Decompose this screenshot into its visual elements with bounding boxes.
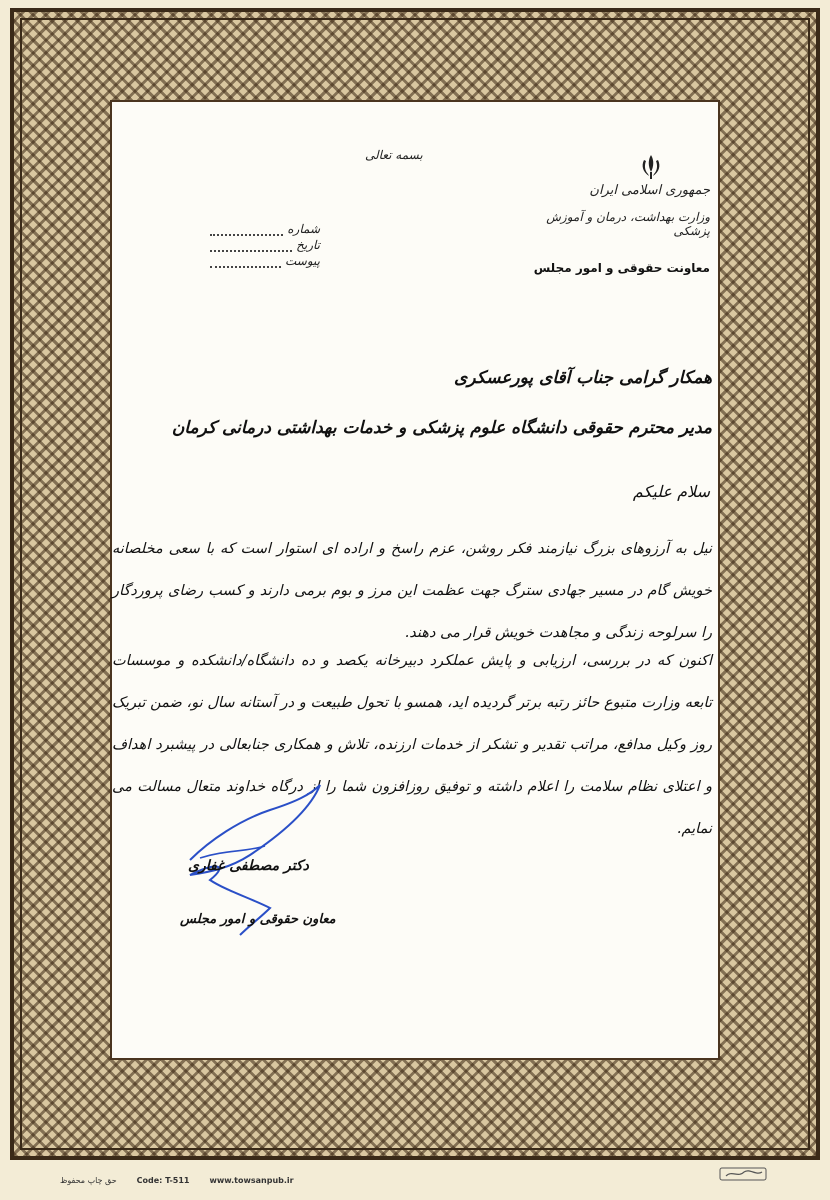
dotted-line: [210, 256, 281, 268]
number-label: شماره: [287, 222, 320, 236]
publisher-logo-icon: [718, 1162, 768, 1182]
greeting: سلام علیکم: [632, 482, 710, 501]
attachment-field: [210, 254, 320, 268]
department-name: معاونت حقوقی و امور مجلس: [533, 261, 710, 275]
signatory-title: معاون حقوقی و امور مجلس: [180, 912, 336, 927]
ministry-name: وزارت بهداشت، درمان و آموزش پزشکی: [546, 210, 710, 238]
dotted-line: [210, 240, 292, 252]
footer-info: [60, 1176, 294, 1185]
letter-paragraph-1: نیل به آرزوهای بزرگ نیازمند فکر روشن، عزم راسخ و اراده ای استوار است که با سعی مخلصانه خویش گام در مسیر جهادی سترگ جهت عظمت این مرز و بوم برمی دارند و کسب رضای پروردگار را سرلوحه زندگی و مجاهدت خویش قرار می دهند.: [112, 541, 712, 641]
attachment-label: پیوست: [285, 254, 320, 268]
footer-code: Code: T-511: [136, 1176, 190, 1185]
basmala: بسمه تعالی: [365, 148, 423, 162]
recipient-title: مدیر محترم حقوقی دانشگاه علوم پزشکی و خدمات بهداشتی درمانی کرمان: [171, 418, 712, 438]
footer-rights: حق چاپ محفوظ: [60, 1176, 117, 1185]
iran-emblem-icon: [636, 152, 666, 182]
org-name: جمهوری اسلامی ایران: [589, 183, 710, 198]
number-field: [210, 222, 320, 236]
recipient-salutation: همکار گرامی جناب آقای پورعسکری: [454, 368, 712, 388]
footer-url: www.towsanpub.ir: [209, 1176, 294, 1185]
letter-paragraph-2: اکنون که در بررسی، ارزیابی و پایش عملکرد دبیرخانه یکصد و ده دانشگاه/دانشکده و موسسات تابعه وزارت متبوع حائز رتبه برتر گردیده اید، همسو با تحول طبیعت و در آستانه سال نو، ضمن تبریک روز وکیل مدافع، مراتب تقدیر و تشکر از خدمات ارزنده، تلاش و همکاری جنابعالی در پیشبرد اهداف و اعتلای نظام سلامت را اعلام داشته و توفیق روزافزون شما را از درگاه خداوند متعال مسالت می نمایم.: [112, 653, 712, 837]
date-label: تاریخ: [296, 238, 320, 252]
dotted-line: [210, 224, 283, 236]
signatory-name: دکتر مصطفی غفاری: [188, 858, 309, 874]
date-field: [210, 238, 320, 252]
